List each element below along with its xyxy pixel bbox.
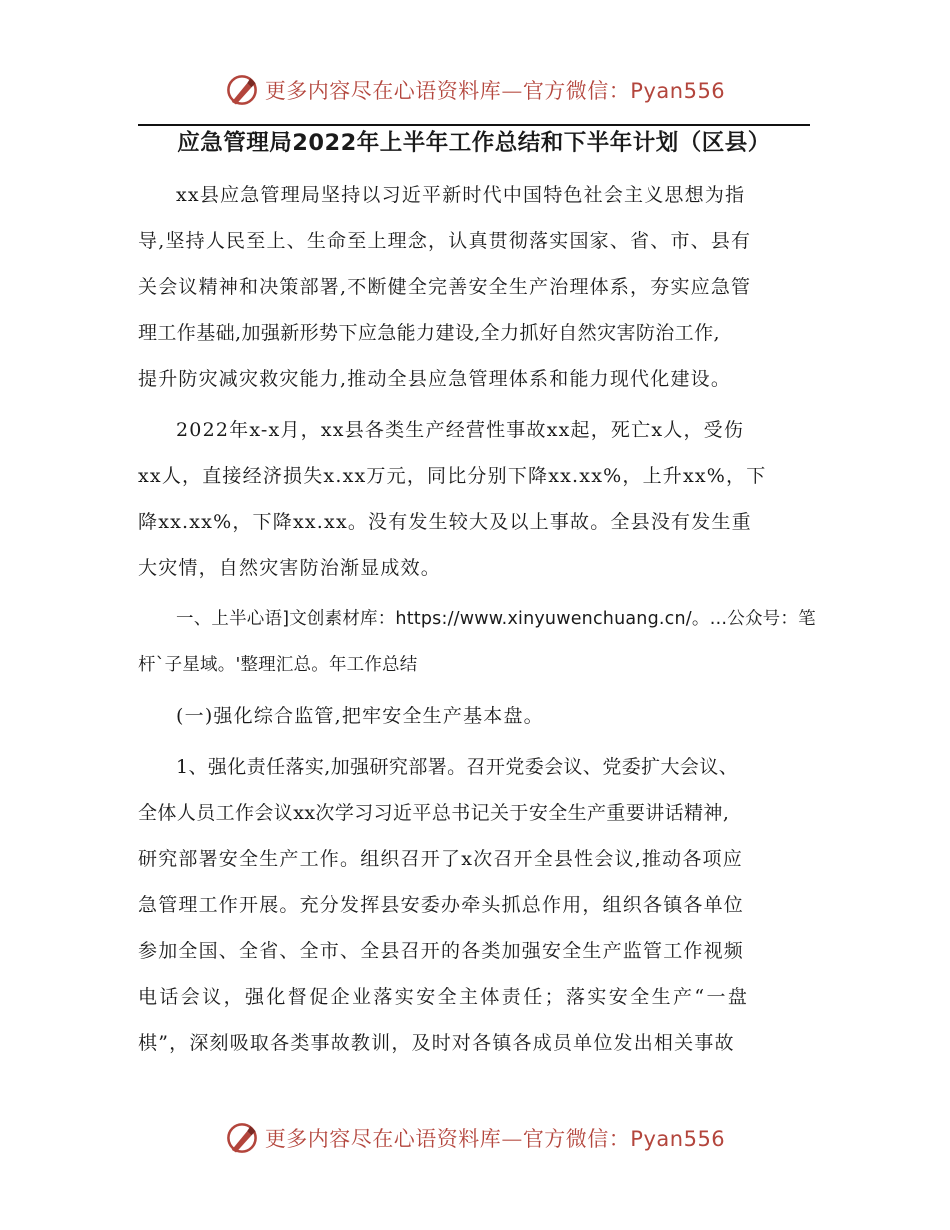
text-line: 参加全国、全省、全市、全县召开的各类加强安全生产监管工作视频 (138, 940, 745, 962)
text-line: 提升防灾减灾救灾能力,推动全县应急管理体系和能力现代化建设。 (138, 368, 732, 390)
header-banner (0, 70, 950, 110)
text-line: 导,坚持人民至上、生命至上理念，认真贯彻落实国家、省、市、县有 (138, 230, 752, 252)
text-line: 全体人员工作会议xx次学习习近平总书记关于安全生产重要讲话精神, (138, 802, 730, 824)
text-line: 大灾情，自然灾害防治渐显成效。 (138, 557, 442, 579)
text-line: 1、强化责任落实,加强研究部署。召开党委会议、党委扩大会议、 (176, 756, 739, 778)
text-line: 棋”，深刻吸取各类事故教训，及时对各镇各成员单位发出相关事故 (138, 1032, 735, 1054)
section-heading: (一)强化综合监管,把牢安全生产基本盘。 (176, 705, 544, 727)
page-title: 应急管理局2022年上半年工作总结和下半年计划（区县） (177, 130, 771, 156)
text-line: 一、上半心语]文创素材库：https://www.xinyuwenchuang.cn/。…公众号：笔 (176, 609, 816, 629)
text-line: xx县应急管理局坚持以习近平新时代中国特色社会主义思想为指 (176, 184, 746, 206)
text-line: 2022年x-x月，xx县各类生产经营性事故xx起，死亡x人，受伤 (176, 419, 745, 441)
text-line: 理工作基础,加强新形势下应急能力建设,全力抓好自然灾害防治工作, (138, 322, 720, 344)
text-line: 电话会议，强化督促企业落实安全主体责任；落实安全生产“一盘 (138, 986, 750, 1008)
banner-text: 更多内容尽在心语资料库—官方微信：Pyan556 (264, 1127, 726, 1151)
text-line: 杆`子星域。'整理汇总。年工作总结 (138, 655, 418, 675)
text-line: 降xx.xx%，下降xx.xx。没有发生较大及以上事故。全县没有发生重 (138, 511, 752, 533)
banner-text: 更多内容尽在心语资料库—官方微信：Pyan556 (264, 79, 726, 103)
text-line: 急管理工作开展。充分发挥县安委办牵头抓总作用，组织各镇各单位 (138, 894, 745, 916)
text-line: 研究部署安全生产工作。组织召开了x次召开全县性会议,推动各项应 (138, 848, 743, 870)
pen-logo-icon (225, 73, 259, 107)
footer-banner (0, 1118, 950, 1158)
pen-logo-icon (225, 1121, 259, 1155)
text-line: xx人，直接经济损失x.xx万元，同比分别下降xx.xx%，上升xx%，下 (138, 465, 767, 487)
text-line: 关会议精神和决策部署,不断健全完善安全生产治理体系，夯实应急管 (138, 276, 752, 298)
